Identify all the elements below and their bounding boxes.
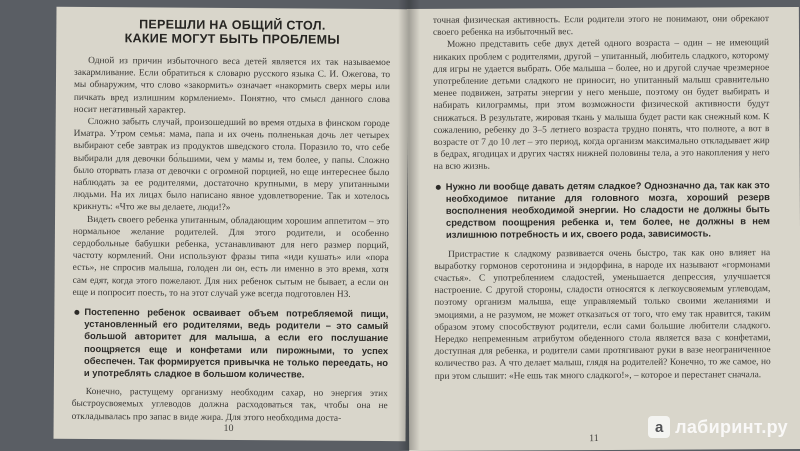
paragraph: точная физическая активность. Если родители этого не понимают, они обрекают своего ребенка на избыточный вес. bbox=[432, 14, 769, 39]
book-gutter bbox=[398, 0, 420, 450]
watermark-text: лабиринт.ру bbox=[675, 416, 788, 437]
left-page-content bbox=[72, 17, 391, 425]
right-page bbox=[407, 7, 800, 451]
paragraph: Одной из причин избыточного веса детей является их так называемое закармливание. Если обратиться к словарю русского языка С. И. Ожегова, то мы обнаружим, что слово «закормить» означает «накормить сверх меры или пичкать вред излишним кормлением». Понятно, что смысл данного слова носит негативный характер. bbox=[73, 55, 391, 116]
bullet-callout: Нужно ли вообще давать детям сладкое? Однозначно да, так как это необходимое питание для головного мозга, хороший резерв восполнения необходимой энергии. Но сладости не должны быть средством поощрения ребенка и, тем более, не должны в нем излишнюю потребность и их, своего рода, зависимость. bbox=[434, 179, 770, 242]
watermark bbox=[648, 416, 788, 438]
paragraph: Сложно забыть случай, произошедший во время отдыха в финском городе Иматра. Утром семья: мама, папа и их очень полненькая дочь лет четырех выбирают себе завтрак из продуктов шведского стола. Поразило то, что себе выбирали для девочки бо́льшими, чем у мамы и, тем более, у папы. Сложно было оторвать глаза от девочки с огромной порцией, но еще интереснее было наблюдать за ее родителями, достаточно крупными, в меру упитанными людьми. На их лицах было написано явное удовлетворение. Так и хотелось крикнуть: «Что же вы делаете, люди!?» bbox=[73, 117, 390, 214]
page-number: 11 bbox=[589, 433, 599, 445]
bullet-callout: Постепенно ребенок осваивает объем потребляемой пищи, установленный его родителями, ведь родители – это самый большой авторитет для малыша, а если его послушание поощряется еще и конфетами или пирожными, то успех обеспечен. Так формируется привычка не только переедать, но и употреблять сладкое в большом количестве. bbox=[72, 306, 389, 381]
a-logo-icon: a bbox=[648, 416, 670, 438]
paragraph: Можно представить себе двух детей одного возраста – один – не имеющий никаких проблем с родителями, другой – упитанный, любитель сладкого, которому для игры не удается выбрать. Обе малыша – более, но и другой случае чрезмерное употребление детьми сладкого не приносит, но упитанный малыш сравнительно менее подвижен, затраты энергии у него меньше, поэтому он будет выбирать и набирать килограммы, при этом возможности физической активности будут снижаться. В результате, жировая ткань у малыша будет расти как снежный ком. К сожалению, ребенку до 3–5 летнего возраста трудно понять, что полноте, а вот в возрасте от 7 до 10 лет – это период, когда организм максимально откладывает жир в бедрах, ягодицах и других частях нижней половины тела, а это накопления у него на всю жизнь. bbox=[433, 38, 770, 173]
paragraph: Конечно, растущему организму необходим сахар, но энергия этих быстроусвояемых углеводов должна расходоваться так, чтобы она не откладывалась про запас в виде жира. Для этого необходима доста- bbox=[71, 387, 388, 424]
chapter-title bbox=[74, 17, 390, 47]
page-number: 10 bbox=[223, 422, 234, 435]
paragraph: Видеть своего ребенка упитанным, обладающим хорошим аппетитом – это нормальное желание родителей. Для этого родители, и особенно сердобольные бабушки ребенка, устанавливают для него размер порций, частоту кормлений. Они используют фразы типа «иди кушать» или «пора есть», не спросив малыша, голоден ли он, есть ли именно в это время, хотя сам едят, когда этого пожелают. Для них ребенок сытым не бывает, а если он еще и попросит поесть, то на этот случай уже всегда подготовлен НЗ. bbox=[72, 214, 390, 300]
right-page-content bbox=[433, 13, 771, 383]
chapter-title-line: ПЕРЕШЛИ НА ОБЩИЙ СТОЛ. bbox=[139, 17, 326, 33]
left-page bbox=[53, 7, 408, 441]
chapter-title-line: КАКИЕ МОГУТ БЫТЬ ПРОБЛЕМЫ bbox=[124, 31, 340, 47]
paragraph: Пристрастие к сладкому развивается очень быстро, так как оно влияет на выработку гормонов серотонина и эндорфина, в народе их называют «гормонами счастья». С употреблением сладостей, уменьшается депрессия, улучшается настроение. С другой стороны, сладости относятся к легкоусвояемым углеводам, поэтому организм малыша, еще управляемый только своими желаниями и эмоциями, а не разумом, не может отказаться от того, что ему так нравится, таким образом этому способствуют родители, если сами большие любители сладкого. Нередко непременным атрибутом обеденного стола является ваза с конфетами, доступная для ребенка, и родители сами протягивают руки в вазе неограниченное количество раз. А что делает малыш, глядя на родителей? Конечно, то же самое, но при этом слышит: «Не ешь так много сладкого!», – которое и перестанет сначала. bbox=[434, 247, 771, 382]
